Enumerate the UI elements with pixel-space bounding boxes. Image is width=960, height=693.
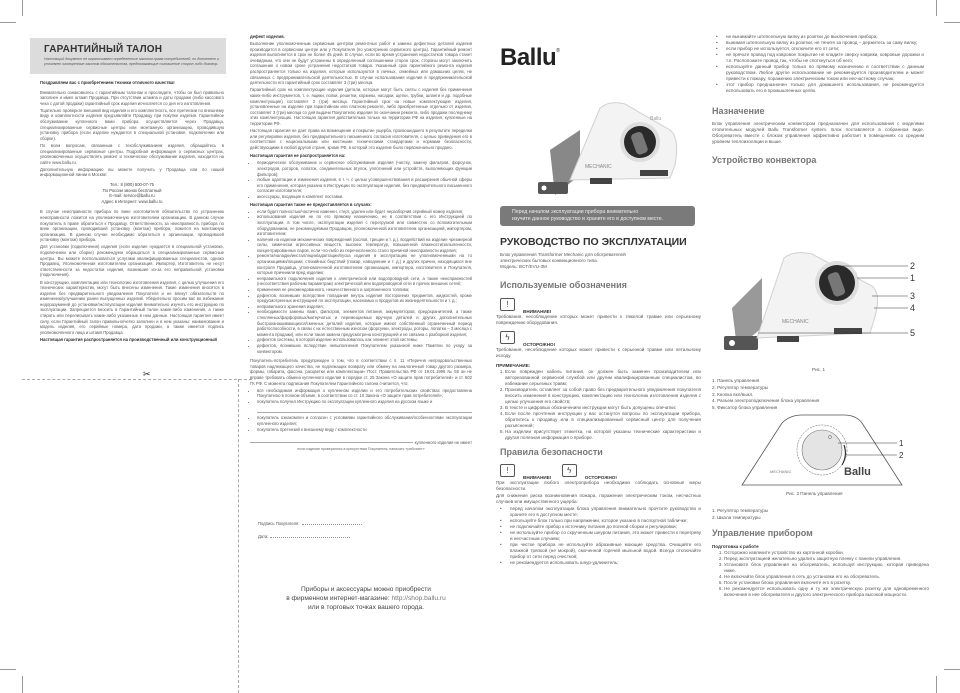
void-heading: Настоящая гарантия также не предоставляется в случаях: [250, 201, 372, 207]
svg-text:1: 1 [899, 439, 904, 448]
svg-text:2: 2 [910, 261, 916, 271]
svg-text:MECHANIC: MECHANIC [770, 469, 792, 474]
list-item: • неправильного хранения изделия; [257, 304, 472, 310]
list-item: • аксессуары, входящие в комплект поставки. [257, 194, 472, 200]
manual-cover-column [490, 0, 705, 693]
not-covered-heading: Настоящая гарантия не распространяется на: [250, 153, 346, 159]
model-line: Модель: BCT/EVU-3M [500, 263, 547, 269]
list-item: • ремонта/наладки/инсталляции/адаптации/пуска изделия в эксплуатацию не уполномоченными на то организациями/лицами; стихийных бедствий (пожар, наводнение и т. д.) и других причин, находящихся вне контроля Продавца, уполномоченной изготовителем организации, импортера, изготовителя и Покупателя, которые причинили вред изделию; [257, 253, 472, 275]
purchased-line [250, 434, 472, 445]
list-item: 2. Производитель оставляет за собой право без предварительного уведомления покупателя вносить изменения в конструкцию, комплектацию или технологию изготовления изделия с целью улучшения его свойств; [505, 387, 701, 405]
warranty-subtitle: Настоящий документ не ограничивает определенные законом права потребителей, но дополняет и уточняет оговоренные законом обязательства, предполагающие соглашение сторон либо договор. [44, 57, 219, 66]
safety-intro: Для снижения риска возникновения пожара, поражения электрическим током, несчастных случаев или имущественного ущерба: [496, 493, 701, 504]
exclamation-icon: ! [500, 298, 515, 311]
list-item: • использования изделия не по его прямому назначению, не в соответствии с его Инструкцией по эксплуатации, в том числе, эксплуатации изделия с перегрузкой или совместно со вспомогательным оборудованием, не рекомендуемым Продавцом, уполномоченной изготовителем организацией, импортером, изготовителем; [257, 214, 472, 236]
svg-text:Ballu: Ballu [650, 116, 662, 122]
control-unit-image [530, 90, 680, 200]
purpose-heading: Назначение [712, 106, 765, 116]
svg-text:1: 1 [910, 273, 916, 283]
list-item: • покупатель ознакомлен и согласен с условиями гарантийного обслуживания/особенностями эксплуатации купленного изделия; [257, 415, 472, 426]
list-item: • перед началом эксплуатации блока управления внимательно прочтите руководство и храните его в доступном месте; [510, 506, 701, 518]
list-item: 2. Перед эксплуатацией желательно удалить защитную пленку с панели управления. [724, 556, 929, 562]
list-item: • покупатель получил Инструкцию по эксплуатации купленного изделия на русском языке и [257, 399, 472, 414]
warranty-body [40, 80, 224, 344]
list-item: 5. На изделии присутствует этикетка, на которой указаны технические характеристики и другая полезная информация о приборе. [505, 429, 701, 441]
signature-label: Подпись Покупателя: [258, 521, 300, 526]
model-line: Блок управления Transformer Mechanic для обогревателей [500, 252, 626, 257]
caution-label: ОСТОРОЖНО! [523, 342, 556, 347]
list-item: • не прячьте провод под ковровое покрытие не кладите сверху коврики, ковровые дорожки и т.п. Расположите провод так, чтобы не споткнуться об него; [726, 52, 924, 64]
lightning-icon: ϟ [562, 464, 577, 477]
contacts-block [40, 182, 224, 204]
lightning-icon: ϟ [500, 331, 515, 344]
crop-mark [0, 669, 16, 670]
shop-line-1: Приборы и аксессуары можно приобрести [301, 586, 431, 593]
defect-heading: дефект изделия. [250, 34, 285, 39]
warranty-title: ГАРАНТИЙНЫЙ ТАЛОН [44, 44, 163, 55]
list-item: • используйте блок только при напряжении, которое указано в паспортной табличке; [510, 518, 701, 524]
control-heading: Управление прибором [712, 528, 813, 538]
list-item: • применения не рекомендованного, некачественного и загрязненного топлива; [257, 287, 472, 293]
note-heading: ПРИМЕЧАНИЕ: [496, 363, 531, 368]
list-item: • используйте данный прибор только по прямому назначению в соответствии с данным руководством. Любое другое использование не рекомендуется производителем и может привести к пожару, поражению электрическим током или несчастному случаю; [726, 64, 924, 82]
legend-item: 1. Регулятор температуры [712, 508, 769, 513]
list-item: • если прибор не используется, отключите его от сети; [726, 46, 924, 52]
paragraph: Тщательно проверьте внешний вид изделия и его комплектность, все претензии по внешнему виду и комплектности изделия предъявляйте Продавцу при покупке изделия. Гарантийное обслуживание купленного вами прибора осуществляется через Продавца, специализированные сервисные центры или монтажную организацию, проводившую установку прибора (если изделие нуждается в специальной установке, подключении или сборке). [40, 107, 224, 141]
not-covered-list [250, 160, 472, 199]
list-item: • необходимости замены ламп, фильтров, элементов питания, аккумуляторов, предохранителей, а также стеклянных/фарфоровых/матерчатых и перемещаемых вручную деталей и других дополнительных быстроизнашивающихся/сменных деталей изделия, которые имеют собственный ограниченный период работоспособности, в связи с их естественным износом (форсунки, электроды, роторы, лопатки – 3 месяца с момента продажи), или если такая замена предусмотрена конструкцией и не связана с разборкой изделия; [257, 309, 472, 337]
paragraph: Дополнительную информацию вы можете получить у Продавца или по нашей информационной линии в Москве: [40, 166, 224, 178]
safety-intro: При эксплуатации любого электроприбора необходимо соблюдать основные меры безопасности. [496, 480, 701, 491]
svg-text:4: 4 [910, 303, 916, 313]
figure-2-caption: Рис. 2 Панель управления [786, 491, 843, 496]
warranty-title-box [30, 38, 226, 74]
shop-text [266, 585, 466, 612]
list-item: • наличия на изделии механических повреждений (сколов, трещин и т. д.), воздействий на изделие чрезмерной силы, химически агрессивных веществ, высоких температур, повышенной влажности/запыленности, концентрированных паров, если что-либо из перечисленного стало причиной неисправности изделия; [257, 237, 472, 254]
warranty-terms-column [238, 0, 478, 693]
crop-mark [0, 22, 16, 23]
list-item: 1. Если поврежден кабель питания, он должен быть заменен производителем или авторизованной сервисной службой или другим квалифицированным специалистом, во избежание серьезных травм; [505, 369, 701, 387]
safety-list-continued [712, 34, 924, 94]
list-item: 4. Не включайте блок управления в сеть до установки его на обогреватель. [724, 574, 929, 580]
notes-list [496, 369, 701, 441]
paragraph: По всем вопросам, связанным с техобслуживанием изделия, обращайтесь в специализированные сервисные центры. Подробная информация о сервисных центрах, уполномоченных осуществлять ремонт и техническое обслуживание изделия, находится на сайте www.ballu.ru. [40, 142, 224, 165]
list-item: 4. Если после прочтения инструкции у вас останутся вопросы по эксплуатации прибора, обратитесь к продавцу или в специализированный сервисный центр для получения разъяснений; [505, 411, 701, 429]
purchased-suffix: купленного изделия не имеет [414, 439, 472, 445]
cut-line [22, 379, 252, 380]
crop-mark [936, 676, 937, 693]
list-item: • если будет полностью/частично изменен, стерт, удален или будет неразборчив серийный номер изделия; [257, 209, 472, 215]
model-info [500, 252, 626, 269]
attention-label: ВНИМАНИЕ! [523, 475, 552, 480]
scissors-icon: ✂ [143, 369, 151, 379]
list-item: • вся необходимая информация о купленном изделии и его потребительских свойствах предоставлена Покупателю в полном объеме, в соответствии со ст. 10 Закона «О защите прав потребителей»; [257, 388, 472, 399]
date-field[interactable] [258, 534, 350, 539]
greeting: Поздравляем вас с приобретением техники отличного качества! [40, 80, 175, 85]
figure-1-legend [712, 378, 912, 412]
paragraph: В случае неисправности прибора по вине изготовителя обязательство по устранению неисправности ложится на уполномоченную изготовителем организацию. В данном случае покупатель в праве обратиться к Продавцу. Ответственность за неисправность прибора по вине организации, проводившей установку (монтаж) прибора, ложится на монтажную организацию. В данном случае необходимо обратиться к организации, проводившей установку (монтаж) прибора. [40, 209, 224, 243]
signature-line[interactable] [302, 524, 362, 525]
list-item: • не рекомендуется использовать шнур-удлинитель; [510, 560, 701, 566]
list-item: • периодическое обслуживание и сервисное обслуживание изделия (чистку, замену фильтров, форсунок, электродов, роторов, лопаток, соединительных втулок, уплотнений или устройств, выполняющих функции фильтров); [257, 160, 472, 177]
list-item: 3. В тексте и цифровых обозначениях инструкции могут быть допущены опечатки; [505, 405, 701, 411]
symbols-heading: Используемые обозначения [500, 280, 627, 290]
blank-line[interactable] [257, 406, 472, 413]
attention-text: Требования, несоблюдение которых может привести к тяжелой травме или серьезному повреждению оборудования. [496, 314, 701, 325]
list-item: • дефектов системы, в которой изделие использовалось как элемент этой системы; [257, 337, 472, 343]
svg-text:2: 2 [899, 451, 904, 460]
model-line: электрических бытовых конвекционного типа. [500, 257, 598, 263]
caution-symbol-row [500, 329, 701, 347]
purpose-text: Блок управления электрическим конвектором предназначен для использования с моделями отопительных модулей Ballu Transformer system. Блок поставляется в собранном виде. Обогреватель вместе с блоком управления эффективно работает в помещениях со средним уровнем теплоизоляции и выше. [712, 121, 924, 144]
consumer-paragraph: Покупатель-потребитель предупрежден о том, что в соответствии с п. 11 «Перечня непродовольственных товаров надлежащего качества, не подлежащих возврату или обмену на аналогичный товар другого размера, формы, габарита, фасона, расцветки или комплектации» Пост. Правительства РФ от 19.01.1998 № 55 он не вправе требовать обмена купленного изделия в порядке ст. 25 Закона «О защите прав потребителей» и ст. 502 ГК РФ. С момента подписания Покупателем Гарантийного талона считается, что: [250, 358, 472, 386]
exclamation-icon: ! [500, 464, 515, 477]
signature-field[interactable] [258, 521, 362, 526]
safety-symbols-row [500, 462, 701, 480]
paragraph: Выполнение уполномоченным сервисным центром ремонтных работ и замена дефектных деталей изделия производится в сервисном центре или у Покупателя (по усмотрению сервисного центра). Гарантийный ремонт изделия выполняется в срок не более 45 дней. В случае, если во время устранения недостатков товара станет очевидным, что они не будут устранены в определенный соглашением сторон срок, стороны могут заключить соглашение о новом сроке устранения недостатков товара. Указанный срок гарантийного ремонта изделия распространяется только на изделия, которые используются в личных, семейных или домашних целях, не связанных с предпринимательской деятельностью. В случае использования изделия в предпринимательской деятельности его гарантийный срок составляет 3 (три) месяца. [250, 41, 472, 86]
phone: Тел.: 8 (800) 500-07-75 [110, 182, 154, 187]
crop-mark [944, 22, 960, 23]
warranty-terms-body [250, 34, 472, 454]
legend-item: 5. Фиксатор блока управления [712, 405, 778, 411]
crop-mark [944, 669, 960, 670]
legend-item: 1. Панель управления [712, 378, 760, 383]
phone-note: По России звонок бесплатный [102, 187, 162, 193]
read-manual-notice [500, 206, 695, 226]
paragraph: Гарантийный срок на комплектующие изделия (детали, которые могут быть сняты с изделия без применения каких-либо инструментов, т. е. ящики, полки, решетки, корзины, насадки, щетки, трубки, шланги и др. подобные комплектующие) составляет 3 (три) месяца. Гарантийный срок на новые комплектующие изделия, установленные на изделие при гарантийном или платном ремонте, либо приобретенные отдельно от изделия, составляет 3 (три) месяца со дня выдачи Покупателю изделия по окончании ремонта, либо продажи последнему этих комплектующих. Настоящая гарантия действительна только на территории РФ на изделия, купленные на территории РФ. [250, 87, 472, 126]
prep-heading: Подготовка к работе [712, 544, 759, 549]
small-note: если изделие проверялось в присутствии Покупателя, написать «работает» [297, 447, 425, 452]
paragraph: Настоящая гарантия не дает права на возмещение и покрытие ущерба, произошедшего в результате переделки или регулировки изделия, без предварительного письменного согласия изготовителя, с целью приведения его в соответствие с национальными или местными техническими стандартами и нормами безопасности, действующими в любой другой стране, кроме РФ, в которой это изделие было первоначально продано. [250, 128, 472, 150]
warranty-card-column [30, 0, 226, 693]
prep-steps [712, 550, 929, 598]
safety-list [496, 506, 701, 566]
list-item: 5. После установки блока управления включите его в розетку. [724, 580, 929, 586]
shop-link[interactable]: http://shop.ballu.ru [391, 595, 446, 602]
paragraph: В конструкцию, комплектацию или технологию изготовления изделия, с целью улучшения его технических характеристик, могут быть внесены изменения. Такие изменения вносятся в изделие без предварительного уведомления Покупателя и не влекут обязательств по изменению/улучшению ранее выпущенных изделий. Убедительно просим вас во избежание недоразумений до установки/эксплуатации изделия внимательно изучить его инструкцию по эксплуатации. Запрещается вносить в Гарантийный талон какие-либо изменения, а также стирать или переписывать какие-либо указанные в нем данные. Настоящая гарантия имеет силу, если Гарантийный талон правильно/четко заполнен и в нем указаны: наименование и модель изделия, его серийные номера, дата продажи, а также имеется подпись уполномоченного лица и штамп Продавца. [40, 279, 224, 335]
legend-item: 2. Регулятор температуры [712, 384, 769, 390]
list-item: • при чистке прибора не используйте абразивные моющие средства. Очищайте его влажной тряпкой (не мокрой), смоченной горячей мыльной водой. Всегда отключайте прибор от сети перед очисткой; [510, 542, 701, 560]
list-item: • вынимая штепсельную вилку из розетки, не тяните за провод – держитесь за саму вилку; [726, 40, 924, 46]
cut-line-vertical [238, 379, 239, 693]
list-item: • неправильного подключения изделия к электрической или водопроводной сети, а также неисправностей (несоответствия рабочим параметрам) электрической или водопроводной сети и прочих внешних сетей; [257, 276, 472, 287]
list-item: • этот прибор предназначен только для домашнего использования, не рекомендуется использовать его в промышленных целях. [726, 82, 924, 94]
device-heading: Устройство конвектора [712, 155, 817, 165]
caution-label: ОСТОРОЖНО! [584, 475, 617, 480]
website: Адрес в Интернет: www.ballu.ru [101, 198, 163, 204]
list-item: 3. Установите блок управления на обогреватель, используя инструкцию, которая приведена ниже. [724, 562, 929, 574]
ballu-logo: Ballu® [500, 44, 560, 71]
list-item: 6. Не рекомендуется использовать одну и ту же электрическую розетку для одновременного включения в нее обогревателя и другого электрического прибора высокой мощности. [724, 586, 929, 598]
svg-text:5: 5 [910, 328, 916, 338]
figure-1-caption: Рис. 1 [812, 367, 826, 372]
caution-text: Требования, несоблюдение которых может привести к серьезной травме или летальному исходу. [496, 347, 701, 358]
figure-1-device-diagram [722, 248, 922, 358]
date-label: Дата: [258, 534, 269, 539]
list-item: • дефектов, возникших вследствие попадания внутрь изделия посторонних предметов, жидкостей, кроме предусмотренных инструкцией по эксплуатации, насекомых и продуктов их жизнедеятельности и т. д.; [257, 293, 472, 304]
void-list [250, 209, 472, 354]
list-item: • не вынимайте штепсельную вилку из розетки до выключения прибора; [726, 34, 924, 40]
svg-text:MECHANIC: MECHANIC [585, 164, 612, 170]
legend-item: 4. Разъем электроподключения блока управления [712, 398, 820, 404]
list-item: 1. Осторожно извлеките устройство из картонной коробки. [724, 550, 929, 556]
list-item: • не используйте прибор со скрученным шнуром питания, это может привести к перегреву и несчастным случаям; [510, 530, 701, 542]
manual-title: РУКОВОДСТВО ПО ЭКСПЛУАТАЦИИ [500, 236, 687, 248]
svg-text:3: 3 [910, 291, 916, 301]
notice-line: Перед началом эксплуатации прибора внимательно [512, 209, 639, 215]
paragraph: Внимательно ознакомьтесь с гарантийным талоном и проследите, чтобы он был правильно заполнен и имел штамп Продавца. При отсутствии штампа и даты продажи (либо кассового чека с датой продажи) гарантийный срок изделия исчисляется со дня его изготовления. [40, 89, 224, 106]
safety-heading: Правила безопасности [500, 447, 603, 457]
crop-mark [22, 676, 23, 693]
crop-mark [22, 0, 23, 16]
shop-line-3: или в торговых точках вашего города. [308, 604, 424, 611]
shop-line-2: в фирменном интернет-магазине: http://shop.ballu.ru [286, 595, 446, 602]
email: E-mail: service@ballu.ru [109, 193, 155, 199]
paragraph: Для установки (подключения) изделия (если изделие нуждается в специальной установке, подключении или сборке) рекомендуем обращаться в специализированные сервисные центры. Вы можете воспользоваться услугами квалифицированных специалистов, однако Продавец, Уполномоченная изготовителем организация, Импортер, Изготовитель не несут ответственности за недостатки изделия, возникшие из-за его неправильной установки (подключения). [40, 244, 224, 278]
manual-body [496, 280, 701, 566]
svg-text:Ballu: Ballu [844, 466, 871, 478]
figure-2-control-panel [732, 410, 912, 490]
figure-2-legend [712, 508, 912, 522]
consumer-list [250, 388, 472, 433]
manual-page2-column [712, 0, 930, 693]
blank-line[interactable] [250, 436, 413, 443]
notice-line: изучите данное руководство и храните его в доступном месте. [512, 215, 664, 222]
list-item: • покупатель претензий к внешнему виду / комплектности [257, 427, 472, 433]
manual-page2-top [712, 34, 924, 165]
final-bold-line: Настоящая гарантия распространяется на производственный или конструкционный [40, 336, 217, 342]
attention-symbol-row [500, 296, 701, 314]
legend-item: 2. Шкала температуры [712, 514, 761, 520]
date-line[interactable] [270, 537, 350, 538]
list-item: • дефектов, возникших вследствие невыполнения Покупателем указанной ниже Памятки по уходу за конвектором. [257, 343, 472, 354]
list-item: • не подключайте прибор к источнику питания до полной сборки и регулировки; [510, 524, 701, 530]
svg-text:MECHANIC: MECHANIC [782, 319, 809, 325]
list-item: • любые адаптации и изменения изделия, в т. ч. с целью усовершенствования и расширения обычной сферы его применения, которая указана в Инструкции по эксплуатации изделия, без предварительного письменного согласия изготовителя; [257, 177, 472, 194]
attention-label: ВНИМАНИЕ! [523, 309, 552, 314]
legend-item: 3. Кнопка вкл/выкл. [712, 391, 754, 397]
crop-mark [936, 0, 937, 16]
